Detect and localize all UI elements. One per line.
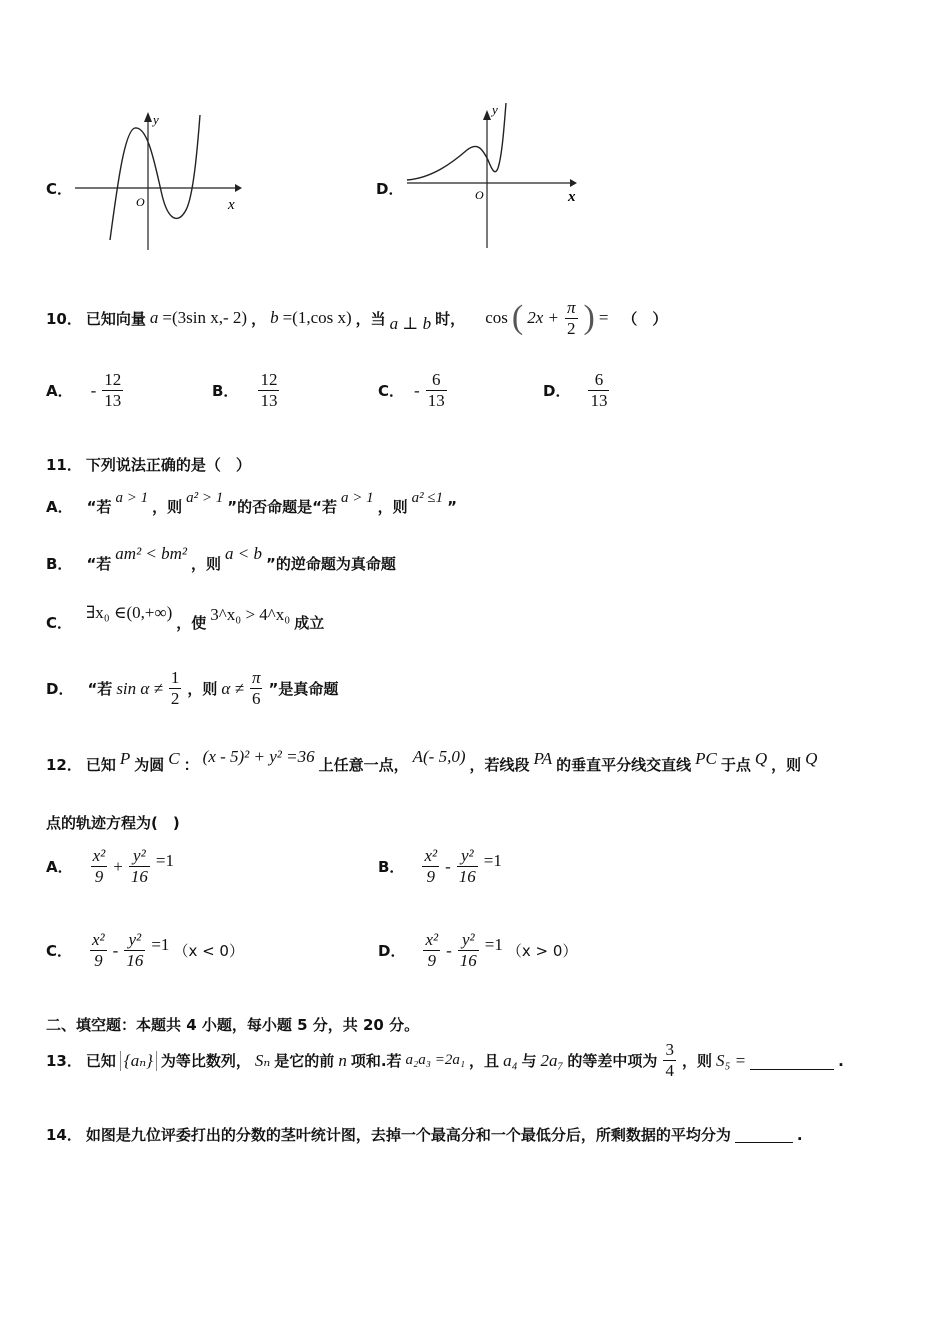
- q10-sep: ，: [251, 309, 267, 328]
- q10-option-b[interactable]: B． $\frac{12}{13}$: [212, 370, 278, 410]
- q12-option-d[interactable]: D． $\frac{\text{x²}}{9}$ - $\frac{\text{y²}}{16}$ =1 （x > 0）: [378, 930, 578, 970]
- q10-pi-over-2: $\frac{\pi}{2}$: [566, 297, 576, 338]
- q12-option-a[interactable]: A． $\frac{\text{x²}}{9}$ + $\frac{\text{y²}}{16}$ =1: [46, 846, 174, 886]
- q9-option-c-label[interactable]: C．: [46, 180, 73, 198]
- q9-option-d-label[interactable]: D．: [376, 180, 404, 198]
- q10-left-paren: (: [511, 299, 524, 336]
- graph-c-x-arrow: [235, 184, 242, 192]
- q10-text-2: ，当: [355, 309, 386, 328]
- q11-option-d[interactable]: D． “若 sin α ≠ $\frac{1}{2}$ ，则 α ≠ $\frac{\pi}{6}$ ”是真命题: [46, 668, 339, 708]
- graph-c-y-label: y: [153, 112, 159, 127]
- q13-answer-blank[interactable]: [750, 1051, 834, 1070]
- graph-d-x-arrow: [570, 179, 577, 187]
- graph-c-x-label: x: [228, 197, 235, 213]
- q10-option-c[interactable]: C． - $\frac{6}{13}$: [378, 370, 445, 410]
- q9-graph-d: [402, 98, 582, 253]
- graph-d-origin: O: [475, 188, 484, 202]
- q10-option-a[interactable]: A． - $\frac{12}{13}$: [46, 370, 122, 410]
- q10-eq: =: [598, 308, 609, 327]
- q10-vec-a-value: =(3sin x,- 2): [162, 308, 248, 327]
- q10-perp-condition: a ⊥ b: [389, 314, 432, 333]
- q12-option-c[interactable]: C． $\frac{\text{x²}}{9}$ - $\frac{\text{y²}}{16}$ =1 （x < 0）: [46, 930, 244, 970]
- graph-d-y-arrow: [483, 110, 491, 120]
- q14-stem: 14． 如图是九位评委打出的分数的茎叶统计图，去掉一个最高分和一个最低分后，所剩数据的平均分为 .: [46, 1125, 803, 1144]
- q10-text-1: 已知向量: [85, 309, 146, 328]
- q11-stem-text: 下列说法正确的是（ ）: [85, 456, 251, 474]
- q10-option-d[interactable]: D． $\frac{6}{13}$: [543, 370, 608, 410]
- q10-stem: [46, 292, 667, 344]
- q10-arg: 2x +: [527, 308, 559, 327]
- graph-d-y-label: y: [492, 102, 498, 117]
- q11-option-c[interactable]: C． ∃x₀ ∈(0,+∞) ，使 3^x₀ > 4^x₀ 成立: [46, 602, 325, 632]
- graph-d-x-label: x: [568, 189, 576, 205]
- q11-option-a[interactable]: A． “若 a > 1 ，则 a² > 1 ”的否命题是“若 a > 1 ，则 a² ≤1 ”: [46, 490, 457, 516]
- q14-answer-blank[interactable]: [735, 1126, 793, 1143]
- q10-number: 10．: [46, 309, 82, 328]
- q13-stem: 13． 已知 {aₙ} 为等比数列， Sₙ 是它的前 n 项和.若 a₂a₃ =2a₁ ，且 a₄ 与 2a₇ 的等差中项为 $\frac{3}{4}$ ，则 S₅ = .: [46, 1040, 844, 1080]
- q14-number: 14．: [46, 1126, 82, 1144]
- q12-option-b[interactable]: B． $\frac{\text{x²}}{9}$ - $\frac{\text{y²}}{16}$ =1: [378, 846, 502, 886]
- graph-c-origin: O: [136, 195, 145, 209]
- q11-option-b[interactable]: B． “若 am² < bm² ，则 a < b ”的逆命题为真命题: [46, 543, 396, 573]
- q10-vec-b-value: =(1,cos x): [282, 308, 352, 327]
- q12-stem-line2: 点的轨迹方程为( ): [46, 814, 180, 832]
- graph-c-curve: [110, 115, 200, 240]
- q13-number: 13．: [46, 1052, 82, 1070]
- q12-number: 12．: [46, 756, 82, 774]
- q10-answer-paren: （ ）: [622, 309, 668, 328]
- q10-cos: cos: [485, 308, 508, 327]
- graph-c-y-arrow: [144, 112, 152, 122]
- q10-vec-a: a: [149, 308, 159, 327]
- q11-number: 11．: [46, 456, 82, 474]
- q9-graph-c: [70, 100, 245, 255]
- section-2-title: 二、填空题：本题共 4 小题，每小题 5 分，共 20 分。: [46, 1016, 420, 1034]
- q10-right-paren: ): [583, 299, 595, 336]
- q11-stem: [46, 454, 251, 475]
- q10-text-3: 时，: [435, 309, 466, 328]
- q12-stem: 12． 已知 P 为圆 C ： (x - 5)² + y² =36 上任意一点， A(- 5,0) ，若线段 PA 的垂直平分线交直线 PC 于点 Q ，则 Q: [46, 746, 818, 774]
- q10-vec-b: b: [270, 308, 279, 327]
